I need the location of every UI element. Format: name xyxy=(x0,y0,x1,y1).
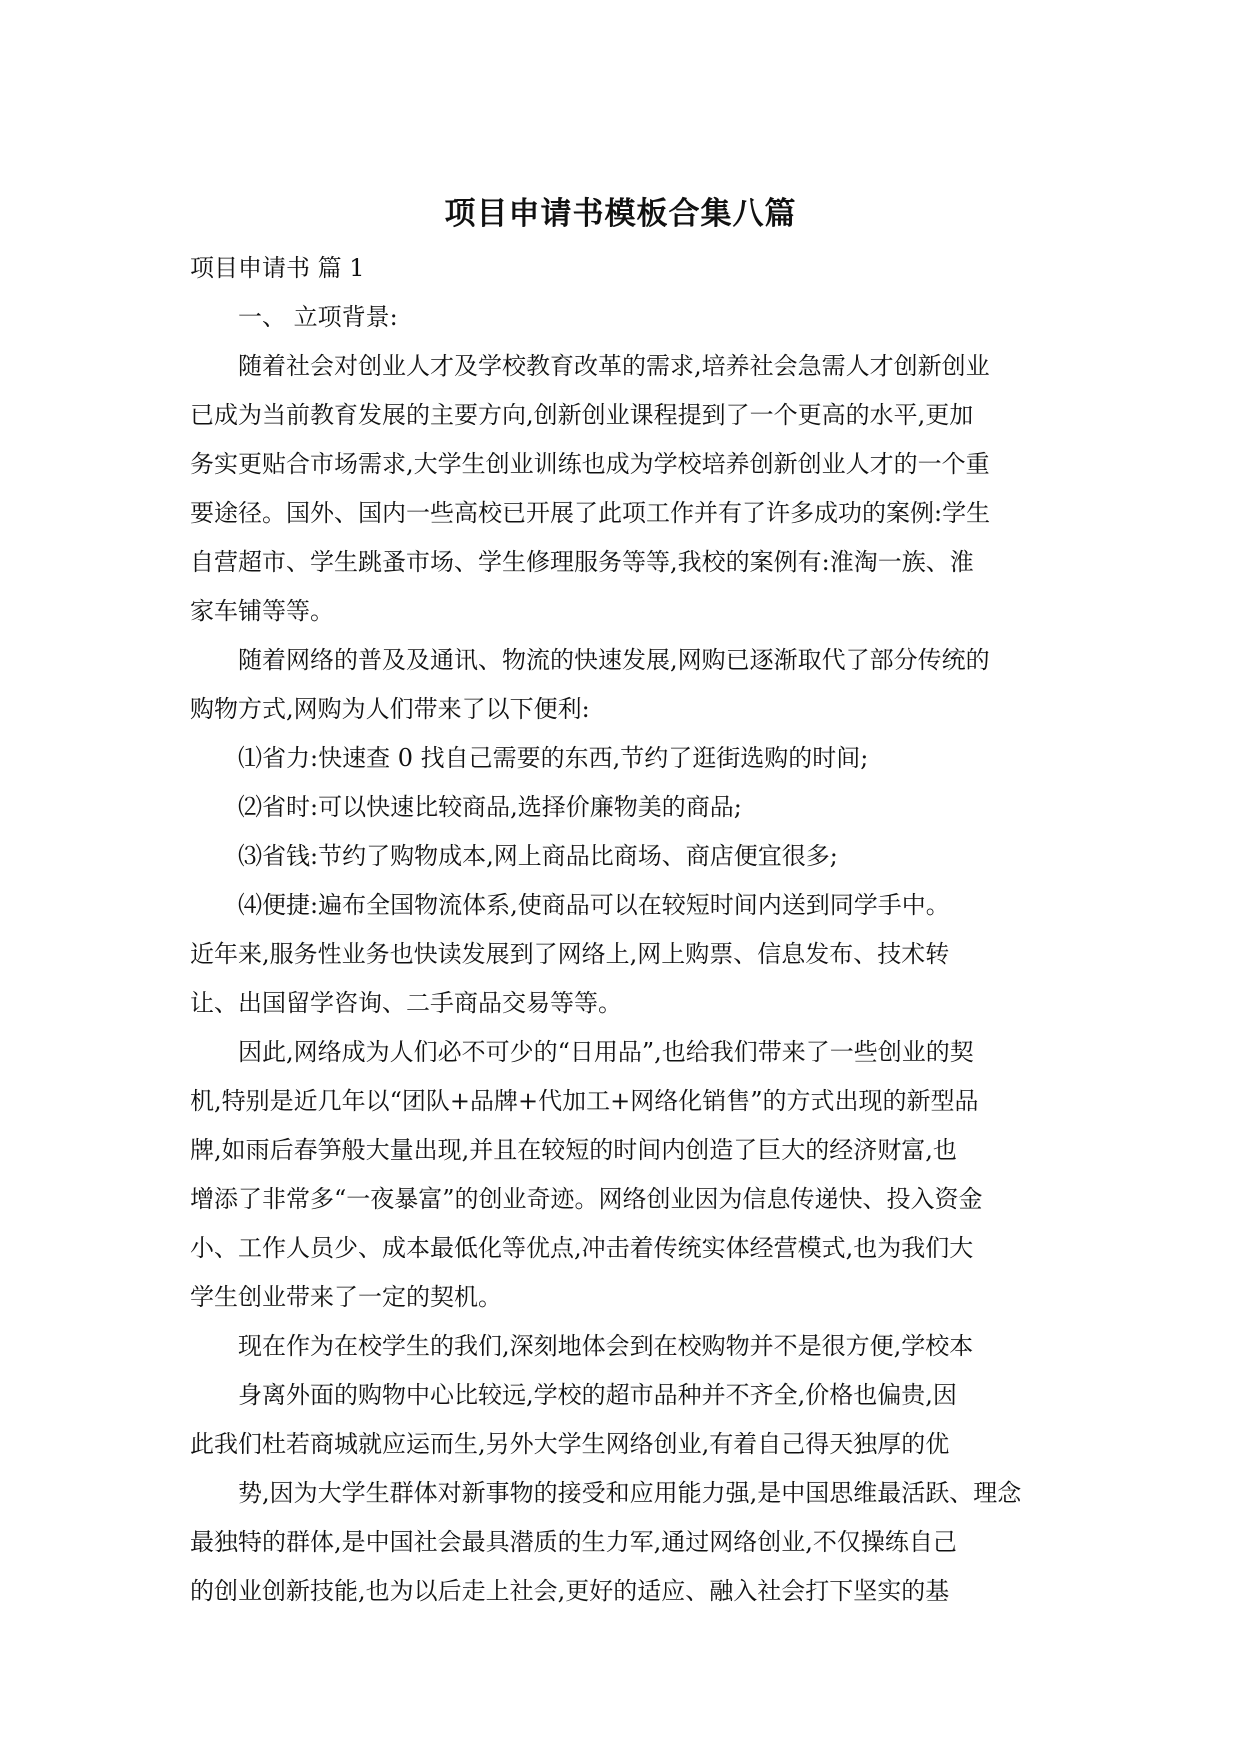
subsection-heading: 一、 立项背景: xyxy=(238,303,398,331)
text-line: 因此,网络成为人们必不可少的“日用品”,也给我们带来了一些创业的契 xyxy=(238,1038,974,1066)
text-line: 身离外面的购物中心比较远,学校的超市品种并不齐全,价格也偏贵,因 xyxy=(238,1381,957,1409)
text-line: 要途径。国外、国内一些高校已开展了此项工作并有了许多成功的案例:学生 xyxy=(190,499,991,527)
text-line: 已成为当前教育发展的主要方向,创新创业课程提到了一个更高的水平,更加 xyxy=(190,401,974,429)
text-line: 随着社会对创业人才及学校教育改革的需求,培养社会急需人才创新创业 xyxy=(238,352,990,380)
text-line: 近年来,服务性业务也快读发展到了网络上,网上购票、信息发布、技术转 xyxy=(190,940,950,968)
text-line: 现在作为在校学生的我们,深刻地体会到在校购物并不是很方便,学校本 xyxy=(238,1332,974,1360)
text-line: 务实更贴合市场需求,大学生创业训练也成为学校培养创新创业人才的一个重 xyxy=(190,450,990,478)
list-item: ⑷便捷:遍布全国物流体系,使商品可以在较短时间内送到同学手中。 xyxy=(238,891,950,919)
text-line: 最独特的群体,是中国社会最具潜质的生力军,通过网络创业,不仅操练自己 xyxy=(190,1528,957,1556)
text-line: 牌,如雨后春笋般大量出现,并且在较短的时间内创造了巨大的经济财富,也 xyxy=(190,1136,957,1164)
text-line: 家车铺等等。 xyxy=(190,597,334,625)
text-line: 随着网络的普及及通讯、物流的快速发展,网购已逐渐取代了部分传统的 xyxy=(238,646,990,674)
text-line: 的创业创新技能,也为以后走上社会,更好的适应、融入社会打下坚实的基 xyxy=(190,1577,950,1605)
text-line: 增添了非常多“一夜暴富”的创业奇迹。网络创业因为信息传递快、投入资金 xyxy=(190,1185,983,1213)
list-item: ⑵省时:可以快速比较商品,选择价廉物美的商品; xyxy=(238,793,742,821)
list-item: ⑴省力:快速查 0 找自己需要的东西,节约了逛街选购的时间; xyxy=(238,744,869,772)
document-title: 项目申请书模板合集八篇 xyxy=(444,196,797,232)
text-line: 小、工作人员少、成本最低化等优点,冲击着传统实体经营模式,也为我们大 xyxy=(190,1234,974,1262)
text-line: 机,特别是近几年以“团队+品牌+代加工+网络化销售”的方式出现的新型品 xyxy=(190,1087,979,1115)
list-item: ⑶省钱:节约了购物成本,网上商品比商场、商店便宜很多; xyxy=(238,842,838,870)
text-line: 此我们杜若商城就应运而生,另外大学生网络创业,有着自己得天独厚的优 xyxy=(190,1430,950,1458)
text-line: 购物方式,网购为人们带来了以下便利: xyxy=(190,695,590,723)
section-heading: 项目申请书 篇 1 xyxy=(190,254,365,282)
text-line: 让、出国留学咨询、二手商品交易等等。 xyxy=(190,989,622,1017)
text-line: 学生创业带来了一定的契机。 xyxy=(190,1283,502,1311)
text-line: 势,因为大学生群体对新事物的接受和应用能力强,是中国思维最活跃、理念 xyxy=(238,1479,1022,1507)
text-line: 自营超市、学生跳蚤市场、学生修理服务等等,我校的案例有:淮淘一族、淮 xyxy=(190,548,974,576)
